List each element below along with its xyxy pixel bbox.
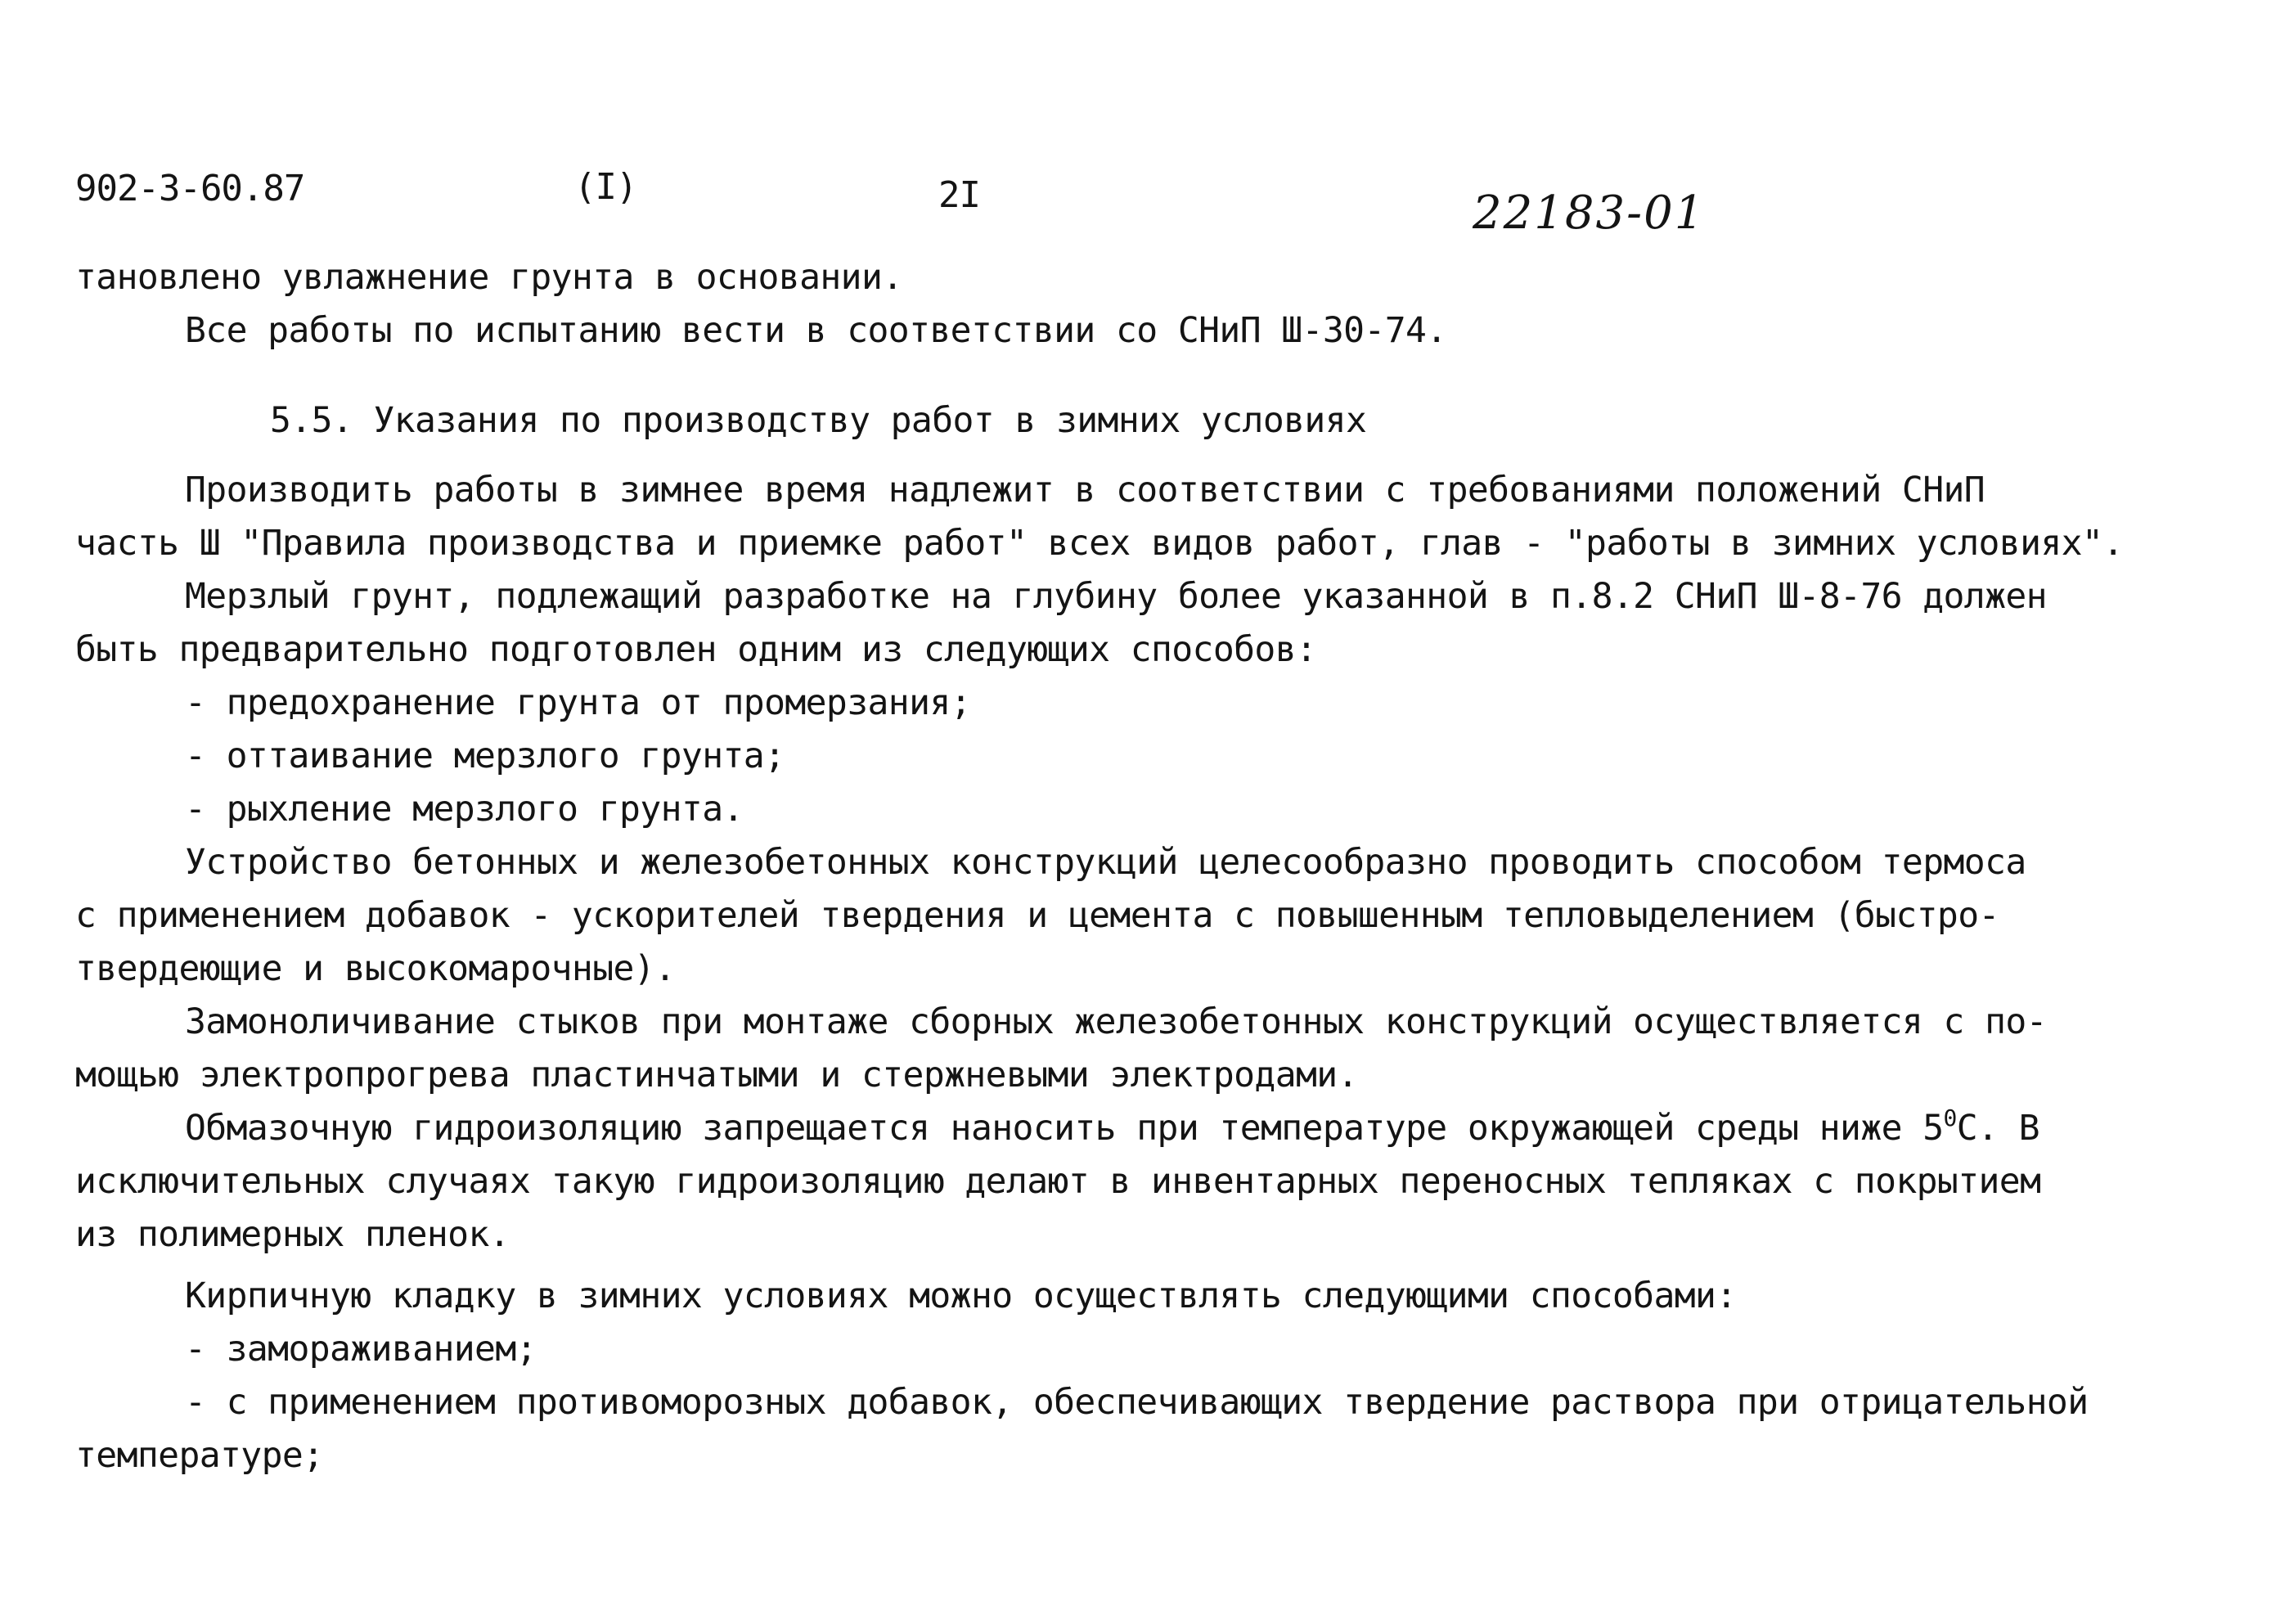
text-line: мощью электропрогрева пластинчатыми и стержневыми электродами. [75, 1055, 1358, 1095]
text-segment: Обмазочную гидроизоляцию запрещается наносить при температуре окружающей среды ниже 5 [185, 1108, 1944, 1149]
text-line: Мерзлый грунт, подлежащий разработке на глубину более указанной в п.8.2 СНиП Ш-8-76 должен [185, 576, 2047, 617]
text-line: из полимерных пленок. [75, 1214, 510, 1255]
text-line: температуре; [75, 1435, 324, 1476]
list-item: - оттаивание мерзлого грунта; [185, 736, 785, 776]
text-line [185, 1104, 2039, 1149]
text-line: твердеющие и высокомарочные). [75, 948, 676, 989]
text-line: Устройство бетонных и железобетонных конструкций целесообразно проводить способом термоса [185, 842, 2026, 883]
text-line: Все работы по испытанию вести в соответствии со СНиП Ш-30-74. [185, 310, 1447, 351]
text-line: с применением добавок - ускорителей твердения и цемента с повышенным тепловыделением (быстро- [75, 895, 1999, 936]
list-item: - с применением противоморозных добавок, обеспечивающих твердение раствора при отрицательной [185, 1382, 2089, 1423]
text-line: быть предварительно подготовлен одним из следующих способов: [75, 629, 1317, 670]
inventory-number: 22183-01 [1473, 187, 1706, 240]
list-item: - предохранение грунта от промерзания; [185, 682, 971, 723]
page-number: 2I [938, 174, 980, 216]
section-heading: 5.5. Указания по производству работ в зимних условиях [270, 400, 1367, 441]
text-segment: С. В [1956, 1108, 2039, 1149]
degree-sign: 0 [1943, 1104, 1957, 1132]
text-line: исключительных случаях такую гидроизоляцию делают в инвентарных переносных тепляках с покрытием [75, 1161, 2041, 1202]
list-item: - рыхление мерзлого грунта. [185, 789, 744, 830]
text-line: Кирпичную кладку в зимних условиях можно осуществлять следующими способами: [185, 1275, 1737, 1316]
volume-number: (I) [574, 166, 637, 208]
text-line: тановлено увлажнение грунта в основании. [75, 257, 903, 298]
text-line: Производить работы в зимнее время надлежит в соответствии с требованиями положений СНиП [185, 470, 1985, 511]
text-line: часть Ш "Правила производства и приемке работ" всех видов работ, глав - "работы в зимних условиях". [75, 523, 2124, 564]
list-item: - замораживанием; [185, 1329, 537, 1370]
text-line: Замоноличивание стыков при монтаже сборных железобетонных конструкций осуществляется с по- [185, 1001, 2047, 1042]
document-code: 902-3-60.87 [75, 168, 305, 209]
